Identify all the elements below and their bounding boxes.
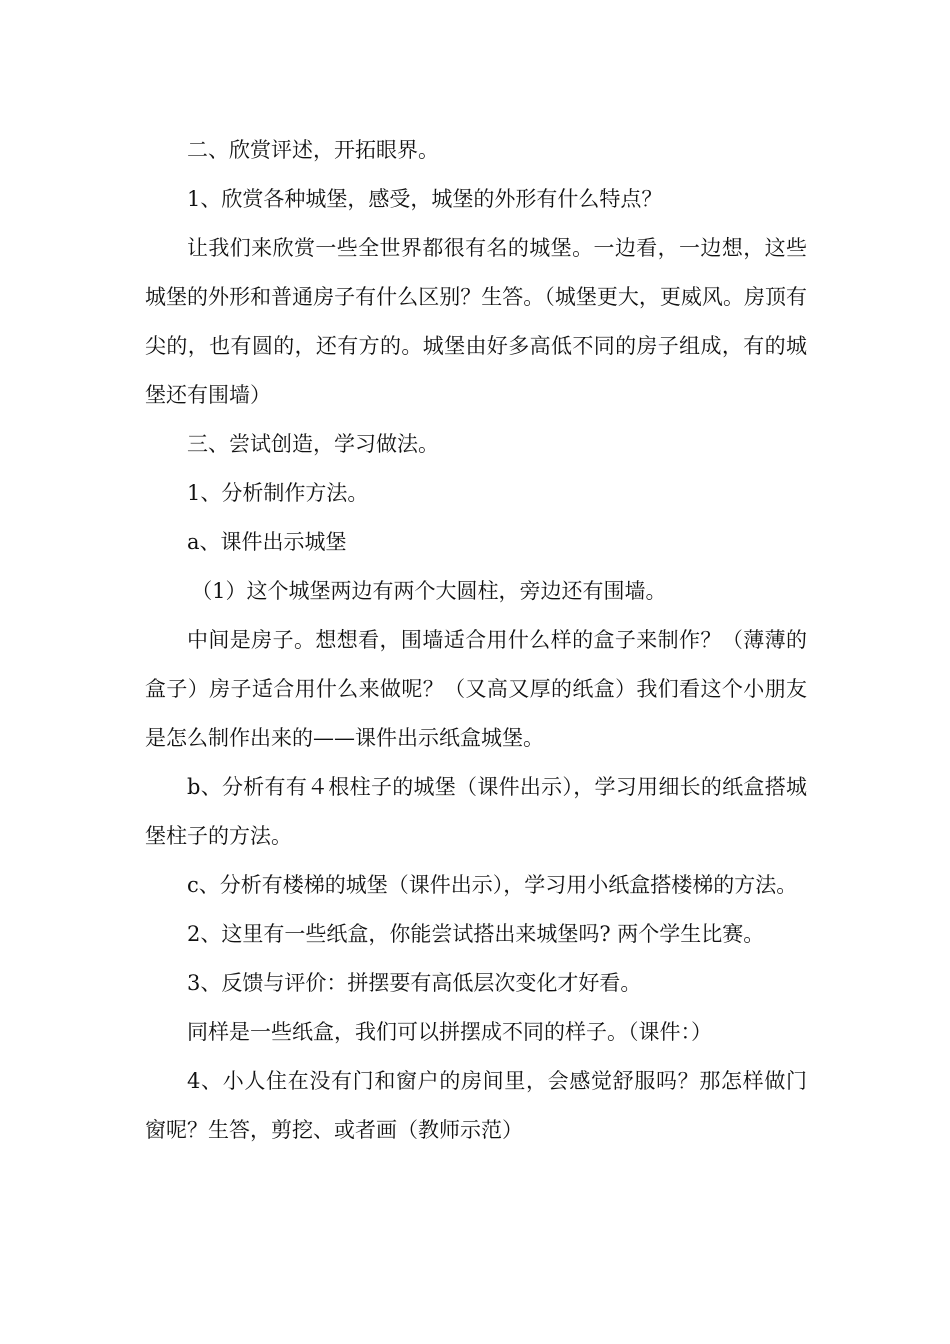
paragraph-four-pillars: b、分析有有４根柱子的城堡（课件出示），学习用细长的纸盒搭城堡柱子的方法。 — [145, 775, 807, 848]
paragraph-show-castle: a、课件出示城堡 — [187, 530, 347, 554]
paragraph-doors-windows: 4、小人住在没有门和窗户的房间里，会感觉舒服吗？那怎样做门窗呢？生答，剪挖、或者画（教师示范） — [145, 1069, 807, 1142]
paragraph-stairs: c、分析有楼梯的城堡（课件出示），学习用小纸盒搭楼梯的方法。 — [187, 873, 798, 897]
paragraph-two-pillars: （1）这个城堡两边有两个大圆柱，旁边还有围墙。 — [191, 579, 667, 603]
paragraph-analyze-method: 1、分析制作方法。 — [187, 481, 369, 505]
section-heading-create: 三、尝试创造，学习做法。 — [187, 432, 439, 456]
paragraph-famous-castles: 让我们来欣赏一些全世界都很有名的城堡。一边看，一边想，这些城堡的外形和普通房子有什么区别？生答。（城堡更大，更威风。房顶有尖的，也有圆的，还有方的。城堡由好多高低不同的房子组成，有的城堡还有围墙） — [145, 236, 807, 407]
paragraph-middle-house: 中间是房子。想想看，围墙适合用什么样的盒子来制作？（薄薄的盒子）房子适合用什么来做呢？（又高又厚的纸盒）我们看这个小朋友是怎么制作出来的——课件出示纸盒城堡。 — [145, 628, 807, 750]
paragraph-feedback: 3、反馈与评价：拼摆要有高低层次变化才好看。 — [187, 971, 642, 995]
paragraph-castle-features: 1、欣赏各种城堡，感受，城堡的外形有什么特点？ — [187, 187, 663, 211]
document-body — [145, 126, 807, 1155]
section-heading-appreciation: 二、欣赏评述，开拓眼界。 — [187, 138, 439, 162]
paragraph-same-boxes: 同样是一些纸盒，我们可以拼摆成不同的样子。（课件：） — [187, 1020, 712, 1044]
paragraph-try-build: 2、这里有一些纸盒，你能尝试搭出来城堡吗? 两个学生比赛。 — [187, 922, 765, 946]
